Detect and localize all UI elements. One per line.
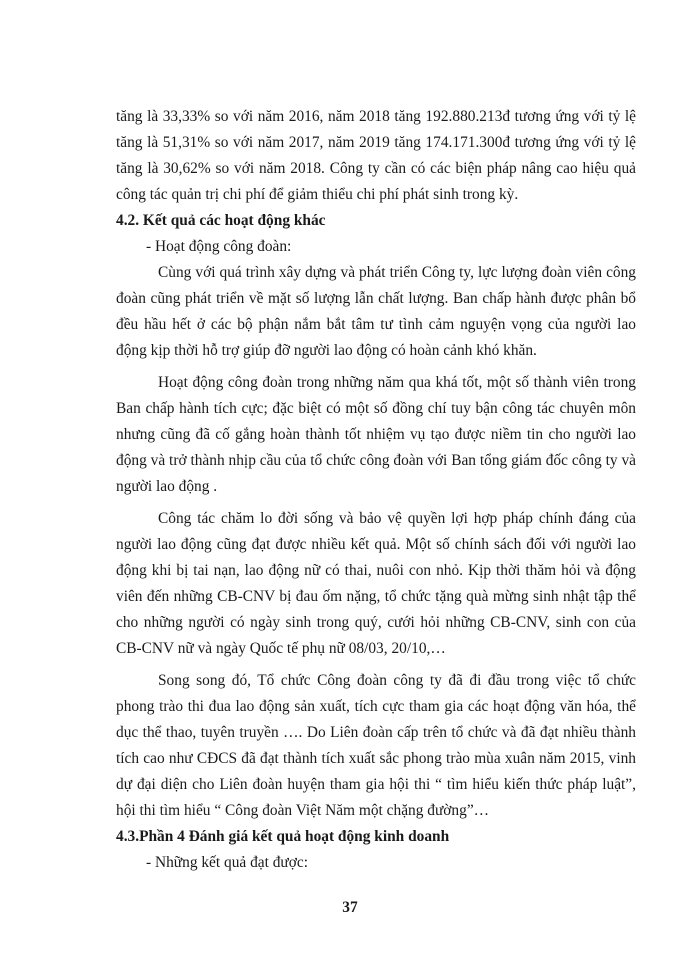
text-line: đoàn cũng phát triển về mặt số lượng lẫn chất lượng. Ban chấp hành được phân bổ (116, 290, 636, 307)
text-line: dục thể thao, tuyên truyền …. Do Liên đoàn cấp trên tổ chức và đã đạt nhiều thành (116, 724, 636, 741)
text-line: tích cao như CĐCS đã đạt thành tích xuất sắc phong trào mùa xuân năm 2015, vinh (116, 750, 636, 767)
text-line: Cùng với quá trình xây dựng và phát triển Công ty, lực lượng đoàn viên công (158, 264, 636, 281)
paragraph-emulation (116, 668, 636, 824)
text-line: Song song đó, Tổ chức Công đoàn công ty đã đi đầu trong việc tổ chức (158, 672, 636, 689)
section-heading-4-3: 4.3.Phần 4 Đánh giá kết quả hoạt động kinh doanh (116, 828, 450, 845)
text-line: phong trào thi đua lao động sản xuất, tích cực tham gia các hoạt động văn hóa, thể (116, 698, 636, 715)
intro-paragraph (116, 104, 636, 208)
document-page (116, 104, 636, 876)
text-line: tăng là 33,33% so với năm 2016, năm 2018 tăng 192.880.213đ tương ứng với tỷ lệ (116, 108, 636, 125)
paragraph-union-development (116, 260, 636, 364)
text-line: đều hầu hết ở các bộ phận nắm bắt tâm tư tình cảm nguyện vọng của người lao (116, 316, 636, 333)
text-line: Ban chấp hành tích cực; đặc biệt có một số đồng chí tuy bận công tác chuyên môn (116, 400, 636, 417)
text-line: người lao động cũng đạt được nhiều kết quả. Một số chính sách đối với người lao (116, 536, 636, 553)
text-line: nhưng cũng đã cố gắng hoàn thành tốt nhiệm vụ tạo được niềm tin cho người lao (116, 426, 636, 443)
text-line: cho những người có ngày sinh trong quý, cưới hỏi những CB-CNV, sinh con của (116, 614, 636, 631)
text-line: động kịp thời hỗ trợ giúp đỡ người lao động có hoàn cảnh khó khăn. (116, 342, 537, 359)
section-subheading: - Hoạt động công đoàn: (146, 238, 292, 255)
text-line: động và trở thành nhịp cầu của tổ chức công đoàn với Ban tổng giám đốc công ty và (116, 452, 636, 469)
text-line: người lao động . (116, 478, 218, 495)
text-line: dự đại diện cho Liên đoàn huyện tham gia hội thi “ tìm hiểu kiến thức pháp luật”, (116, 776, 636, 793)
text-line: tăng là 30,62% so với năm 2018. Công ty cần có các biện pháp nâng cao hiệu quả (116, 160, 636, 177)
section-subheading: - Những kết quả đạt được: (146, 854, 309, 871)
paragraph-union-activities (116, 370, 636, 500)
text-line: hội thi tìm hiểu “ Công đoàn Việt Năm một chặng đường”… (116, 802, 490, 819)
page-number: 37 (342, 899, 358, 916)
text-line: CB-CNV nữ và ngày Quốc tế phụ nữ 08/03, 20/10,… (116, 640, 446, 657)
section-heading-4-2: 4.2. Kết quả các hoạt động khác (116, 212, 326, 229)
text-line: viên đến những CB-CNV bị đau ốm nặng, tổ chức tặng quà mừng sinh nhật tập thể (116, 588, 636, 605)
text-line: động khi bị tai nạn, lao động nữ có thai, nuôi con nhỏ. Kịp thời thăm hỏi và động (116, 562, 636, 579)
paragraph-welfare (116, 506, 636, 662)
text-line: tăng là 51,31% so với năm 2017, năm 2019 tăng 174.171.300đ tương ứng với tỷ lệ (116, 134, 636, 151)
text-line: Công tác chăm lo đời sống và bảo vệ quyền lợi hợp pháp chính đáng của (158, 510, 636, 527)
text-line: Hoạt động công đoàn trong những năm qua khá tốt, một số thành viên trong (158, 374, 636, 391)
text-line: công tác quản trị chi phí để giảm thiểu chi phí phát sinh trong kỳ. (116, 186, 519, 203)
